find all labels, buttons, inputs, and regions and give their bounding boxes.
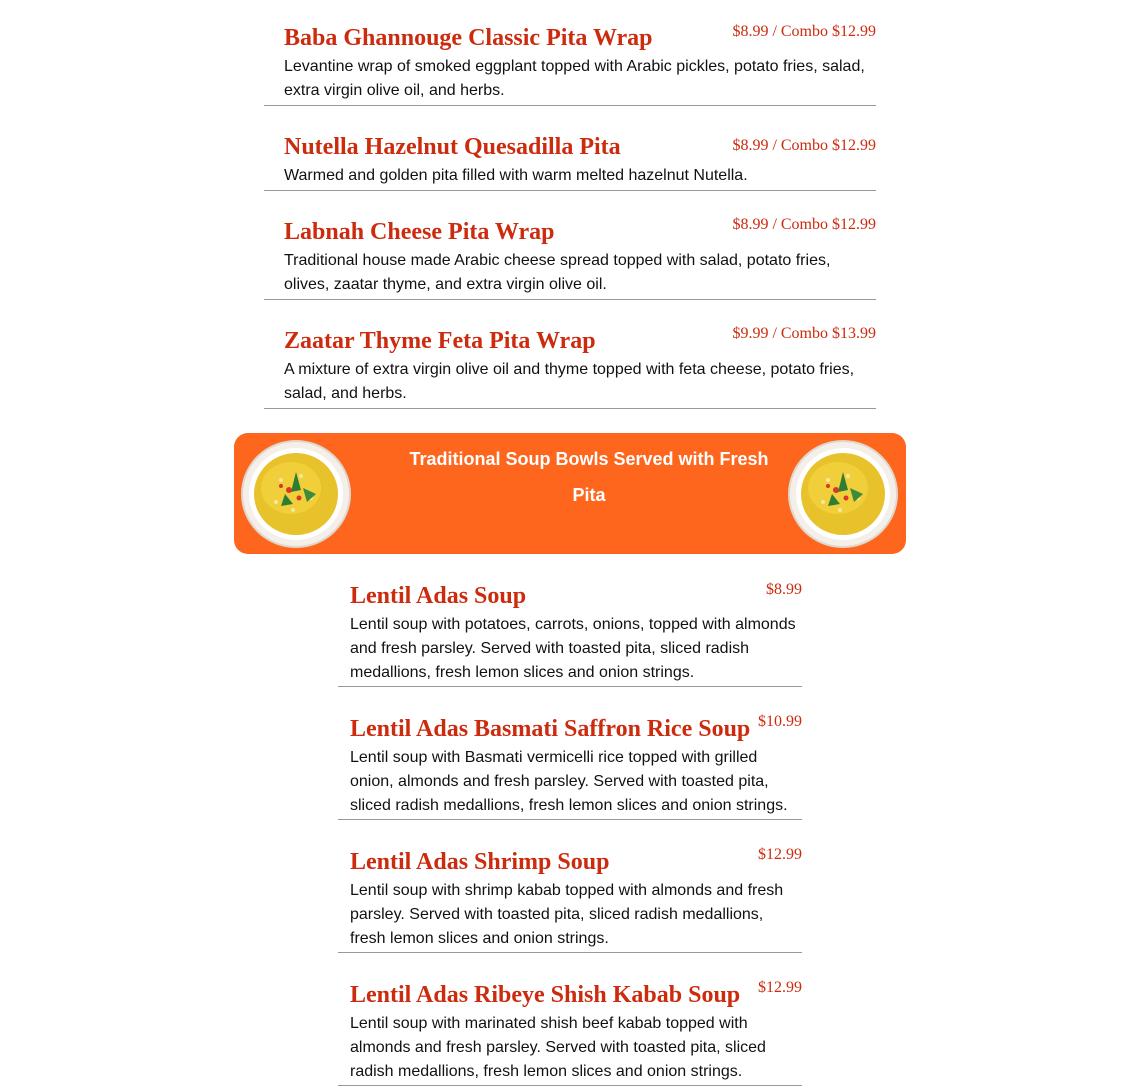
- menu-item-price: $8.99 / Combo $12.99: [732, 216, 876, 233]
- menu-item-description: Levantine wrap of smoked eggplant topped with Arabic pickles, potato fries, salad, extra virgin olive oil, and herbs.: [284, 58, 865, 99]
- soup-section-title: Traditional Soup Bowls Served with Fresh Pita: [409, 449, 769, 505]
- menu-item-price: $10.99: [758, 713, 802, 730]
- menu-item: [338, 688, 802, 820]
- menu-item-name: Lentil Adas Soup: [350, 583, 527, 609]
- menu-item: [264, 0, 876, 106]
- menu-item: [264, 299, 876, 409]
- menu-item-description: A mixture of extra virgin olive oil and thyme topped with feta cheese, potato fries, salad, and herbs.: [284, 361, 855, 402]
- menu-item: [264, 190, 876, 300]
- menu-item-name: Lentil Adas Ribeye Shish Kabab Soup: [350, 982, 741, 1008]
- menu-item-name: Zaatar Thyme Feta Pita Wrap: [284, 328, 596, 354]
- menu-item-description: Lentil soup with shrimp kabab topped with almonds and fresh parsley. Served with toasted pita, sliced radish medallions, fresh lemon slices and onion strings.: [350, 882, 784, 947]
- menu-item-name: Labnah Cheese Pita Wrap: [284, 219, 555, 245]
- soup-section-banner: [234, 433, 906, 554]
- menu-item-name: Baba Ghannouge Classic Pita Wrap: [284, 25, 653, 51]
- menu-item-price: $8.99 / Combo $12.99: [732, 23, 876, 40]
- menu-item-price: $8.99 / Combo $12.99: [732, 137, 876, 154]
- menu-item-price: $12.99: [758, 979, 802, 996]
- menu-item-description: Lentil soup with marinated shish beef kabab topped with almonds and fresh parsley. Served with toasted pita, sliced radish medallions, fresh lemon slices and onion strings.: [350, 1015, 766, 1080]
- menu-item-description: Traditional house made Arabic cheese spread topped with salad, potato fries, olives, zaatar thyme, and extra virgin olive oil.: [284, 252, 831, 293]
- menu-item-description: Lentil soup with potatoes, carrots, onions, topped with almonds and fresh parsley. Served with toasted pita, sliced radish medallions, fresh lemon slices and onion strings.: [350, 616, 796, 681]
- soup-bowl-icon: [241, 440, 351, 548]
- menu-item: [264, 105, 876, 191]
- menu-item: [338, 954, 802, 1086]
- menu-item-description: Warmed and golden pita filled with warm melted hazelnut Nutella.: [284, 167, 748, 184]
- soup-bowl-icon: [788, 440, 898, 548]
- menu-item: [338, 821, 802, 953]
- menu-item-price: $9.99 / Combo $13.99: [732, 325, 876, 342]
- menu-item-name: Lentil Adas Shrimp Soup: [350, 849, 610, 875]
- menu-item-price: $8.99: [766, 581, 802, 598]
- menu-item-price: $12.99: [758, 846, 802, 863]
- menu-item: [338, 560, 802, 687]
- menu-item-name: Lentil Adas Basmati Saffron Rice Soup: [350, 716, 751, 742]
- menu-item-name: Nutella Hazelnut Quesadilla Pita: [284, 134, 621, 160]
- menu-item-description: Lentil soup with Basmati vermicelli rice topped with grilled onion, almonds and fresh parsley. Served with toasted pita, sliced radish medallions, fresh lemon slices and onion strings.: [350, 749, 788, 814]
